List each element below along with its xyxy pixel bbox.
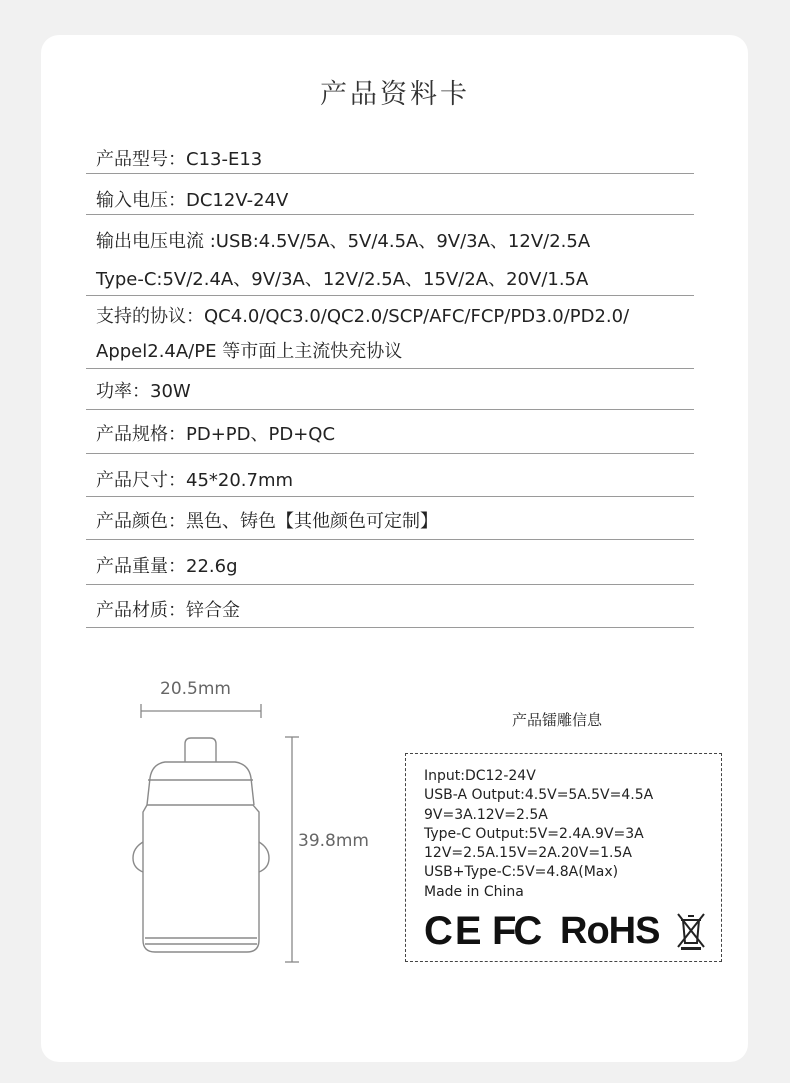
spec-text: 产品型号：C13-E13 xyxy=(96,149,263,170)
spec-row-weight xyxy=(86,540,694,585)
rohs-mark-icon: RoHS xyxy=(560,910,660,952)
engraving-line: 12V=2.5A.15V=2A.20V=1.5A xyxy=(424,845,632,862)
engraving-line: Input:DC12-24V xyxy=(424,768,536,784)
spec-text: 产品颜色：黑色、铸色【其他颜色可定制】 xyxy=(96,511,438,532)
spec-text: Appel2.4A/PE 等市面上主流快充协议 xyxy=(96,341,403,362)
ce-mark-icon: CE xyxy=(424,909,484,953)
engraving-text xyxy=(424,767,653,902)
spec-text: 输入电压：DC12V-24V xyxy=(96,190,289,211)
spec-row-color xyxy=(86,497,694,540)
car-charger-drawing xyxy=(125,700,305,970)
spec-row-input xyxy=(86,174,694,215)
height-dimension-label: 39.8mm xyxy=(298,831,369,851)
engraving-line: Type-C Output:5V=2.4A.9V=3A xyxy=(424,825,644,842)
weee-bin-icon xyxy=(675,911,707,951)
engraving-line: USB-A Output:4.5V=5A.5V=4.5A xyxy=(424,787,654,804)
spec-row-power xyxy=(86,369,694,410)
spec-text: 支持的协议：QC4.0/QC3.0/QC2.0/SCP/AFC/FCP/PD3.0/PD2.0/ xyxy=(96,306,630,327)
spec-row-output xyxy=(86,215,694,296)
spec-row-size xyxy=(86,454,694,497)
engraving-label-box xyxy=(405,753,722,962)
spec-text: 产品重量：22.6g xyxy=(96,556,238,577)
spec-text: 产品材质：锌合金 xyxy=(96,600,240,621)
spec-row-model xyxy=(86,135,694,174)
spec-table xyxy=(86,135,694,628)
spec-row-spec xyxy=(86,410,694,454)
certification-marks xyxy=(424,909,714,953)
spec-row-material xyxy=(86,585,694,628)
spec-text: 产品尺寸：45*20.7mm xyxy=(96,470,294,491)
engraving-line: Made in China xyxy=(424,883,524,900)
spec-row-protocols xyxy=(86,296,694,369)
spec-text: 输出电压电流 :USB:4.5V/5A、5V/4.5A、9V/3A、12V/2.5A xyxy=(96,231,591,252)
engraving-title: 产品镭雕信息 xyxy=(512,711,603,729)
page-title: 产品资料卡 xyxy=(320,79,470,110)
spec-text: 产品规格：PD+PD、PD+QC xyxy=(96,424,336,445)
engraving-line: USB+Type-C:5V=4.8A(Max) xyxy=(424,864,619,881)
spec-text: 功率：30W xyxy=(96,381,191,402)
engraving-line: 9V=3A.12V=2.5A xyxy=(424,806,548,823)
width-dimension-label: 20.5mm xyxy=(160,679,231,699)
spec-text: Type-C:5V/2.4A、9V/3A、12V/2.5A、15V/2A、20V/1.5A xyxy=(96,269,589,290)
fcc-mark-icon: FC xyxy=(492,909,540,953)
